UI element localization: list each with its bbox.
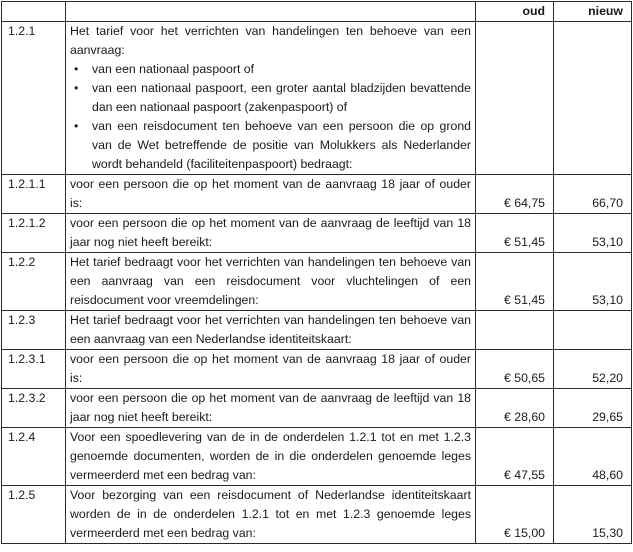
row-old-amount: € 64,75 — [476, 175, 554, 214]
row-description: voor een persoon die op het moment van de aanvraag 18 jaar of ouder is: — [66, 175, 476, 214]
table-row — [2, 428, 632, 486]
row-number: 1.2.1 — [2, 22, 66, 175]
row-new-amount — [554, 22, 632, 175]
bullet-item: • van een reisdocument ten behoeve van een persoon die op grond van de Wet betreffende de positie van Molukkers als Nederlander wordt behandeld (faciliteitenpaspoort) bedraagt: — [70, 117, 471, 174]
row-description: Het tarief bedraagt voor het verrichten van handelingen ten behoeve van een aanvraag van een reisdocument voor vluchtelingen of een reisdocument voor vreemdelingen: — [66, 253, 476, 311]
header-new: nieuw — [554, 2, 632, 22]
row-old-amount: € 51,45 — [476, 253, 554, 311]
table-row — [2, 486, 632, 544]
row-old-amount — [476, 22, 554, 175]
row-old-amount: € 28,60 — [476, 389, 554, 428]
row-new-amount: 29,65 — [554, 389, 632, 428]
row-number: 1.2.1.2 — [2, 214, 66, 253]
row-number: 1.2.3.1 — [2, 350, 66, 389]
row-description: voor een persoon die op het moment van de aanvraag de leeftijd van 18 jaar nog niet heeft bereikt: — [66, 214, 476, 253]
header-description — [66, 2, 476, 22]
row-old-amount — [476, 311, 554, 350]
row-description: Het tarief bedraagt voor het verrichten van handelingen ten behoeve van een aanvraag van een Nederlandse identiteitskaart: — [66, 311, 476, 350]
fee-table — [1, 1, 632, 544]
row-new-amount: 66,70 — [554, 175, 632, 214]
bullet-list — [70, 60, 471, 174]
table-row — [2, 311, 632, 350]
table-row — [2, 350, 632, 389]
row-new-amount — [554, 311, 632, 350]
table-row — [2, 175, 632, 214]
header-number — [2, 2, 66, 22]
row-new-amount: 15,30 — [554, 486, 632, 544]
row-number: 1.2.2 — [2, 253, 66, 311]
row-number: 1.2.4 — [2, 428, 66, 486]
table-row — [2, 214, 632, 253]
row-number: 1.2.1.1 — [2, 175, 66, 214]
table-row — [2, 22, 632, 175]
table-row — [2, 389, 632, 428]
row-description: voor een persoon die op het moment van de aanvraag 18 jaar of ouder is: — [66, 350, 476, 389]
row-new-amount: 53,10 — [554, 253, 632, 311]
row-description: voor een persoon die op het moment van de aanvraag de leeftijd van 18 jaar nog niet heeft bereikt: — [66, 389, 476, 428]
row-new-amount: 53,10 — [554, 214, 632, 253]
row-description: Voor bezorging van een reisdocument of Nederlandse identiteitskaart worden de in de onderdelen 1.2.1 tot en met 1.2.3 genoemde leges vermeerderd met een bedrag van: — [66, 486, 476, 544]
row-number: 1.2.3.2 — [2, 389, 66, 428]
row-number: 1.2.3 — [2, 311, 66, 350]
row-new-amount: 52,20 — [554, 350, 632, 389]
row-number: 1.2.5 — [2, 486, 66, 544]
row-old-amount: € 47,55 — [476, 428, 554, 486]
header-row — [2, 2, 632, 22]
row-description: Voor een spoedlevering van de in de onderdelen 1.2.1 tot en met 1.2.3 genoemde documenten, worden de in die onderdelen genoemde leges vermeerderd met een bedrag van: — [66, 428, 476, 486]
row-old-amount: € 15,00 — [476, 486, 554, 544]
row-old-amount: € 50,65 — [476, 350, 554, 389]
table-row — [2, 253, 632, 311]
row-description — [66, 22, 476, 175]
row-new-amount: 48,60 — [554, 428, 632, 486]
bullet-item: • van een nationaal paspoort of — [70, 60, 471, 79]
row-old-amount: € 51,45 — [476, 214, 554, 253]
bullet-item: • van een nationaal paspoort, een groter aantal bladzijden bevattende dan een nationaal paspoort (zakenpaspoort) of — [70, 79, 471, 117]
header-old: oud — [476, 2, 554, 22]
row-intro: Het tarief voor het verrichten van handelingen ten behoeve van een aanvraag: — [70, 24, 471, 57]
